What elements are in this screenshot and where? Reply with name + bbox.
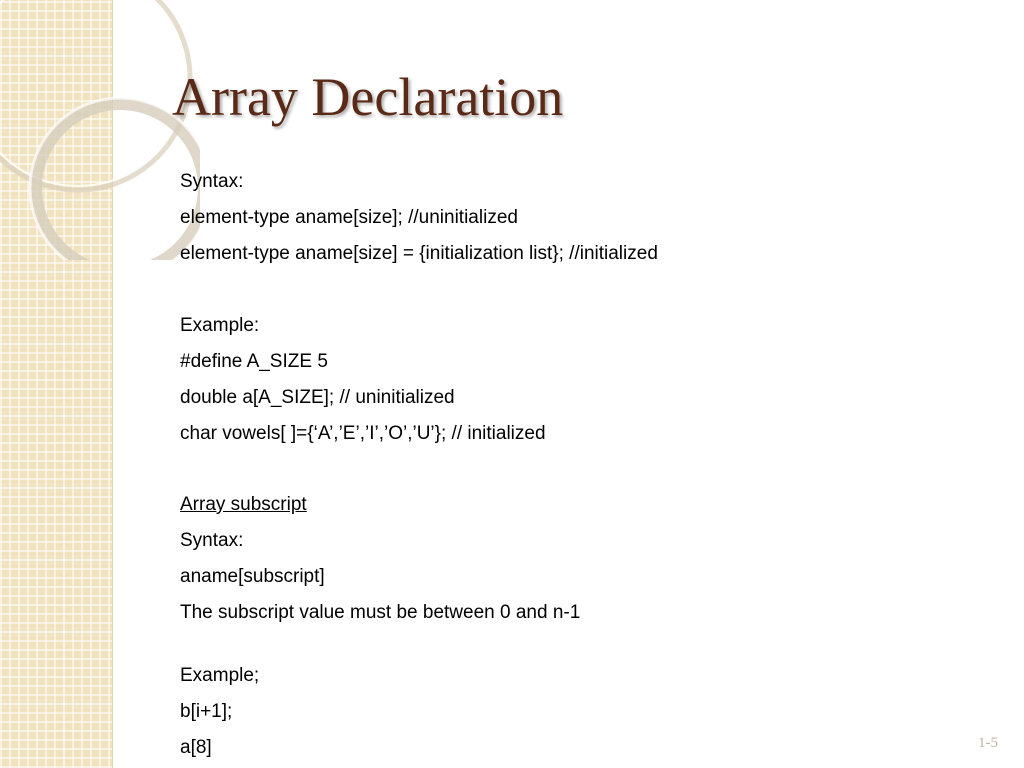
example-double-line: double a[A_SIZE]; // uninitialized <box>180 387 455 408</box>
syntax-uninitialized-line: element-type aname[size]; //uninitialized <box>180 207 518 228</box>
syntax-label: Syntax: <box>180 171 244 192</box>
syntax-initialized-line: element-type aname[size] = {initialization list}; //initialized <box>180 243 658 264</box>
subscript-syntax-label: Syntax: <box>180 530 244 551</box>
decorative-rings <box>0 0 200 260</box>
example2-line-1: b[i+1]; <box>180 701 233 722</box>
slide-body <box>180 0 1000 768</box>
example-define-line: #define A_SIZE 5 <box>180 351 328 372</box>
example-label: Example: <box>180 315 260 336</box>
subscript-heading: Array subscript <box>180 494 307 515</box>
example2-label: Example; <box>180 665 260 686</box>
page-number: 1-5 <box>978 735 998 751</box>
subscript-rule-line: The subscript value must be between 0 and n-1 <box>180 602 581 623</box>
subscript-syntax-line: aname[subscript] <box>180 566 325 587</box>
example-char-line: char vowels[ ]={‘A’,’E’,’I’,’O’,’U’}; // initialized <box>180 423 546 444</box>
example2-line-2: a[8] <box>180 737 212 758</box>
slide-title: Array Declaration <box>172 67 564 127</box>
